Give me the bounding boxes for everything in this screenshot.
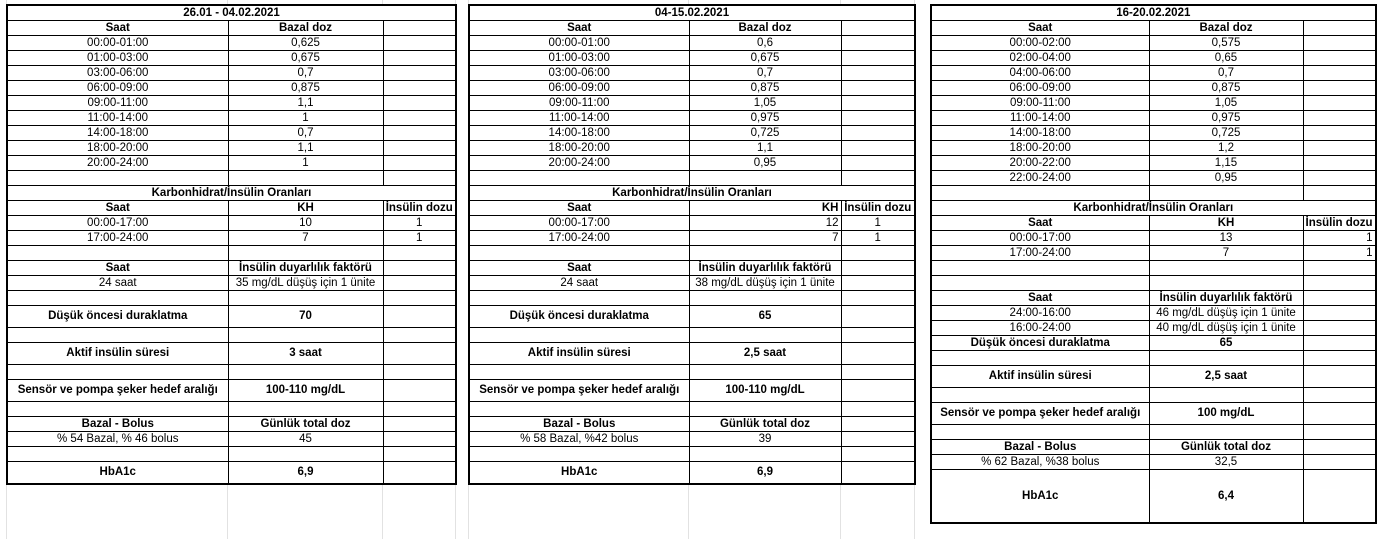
isf-row: 24 saat 35 mg/dL düşüş için 1 ünite (7, 276, 456, 291)
dose-panel-1 (6, 4, 457, 485)
col-header-bazal-doz: Bazal doz (1149, 21, 1303, 36)
col-header-saat: Saat (7, 261, 228, 276)
basal-row: 06:00-09:00 0,875 (931, 81, 1376, 96)
col-header-insulin-dozu: İnsülin dozu (383, 201, 456, 216)
gunluk-total-value: 39 (689, 432, 841, 447)
gunluk-total-label: Günlük total doz (228, 417, 383, 432)
carb-ratio-title: Karbonhidrat/İnsülin Oranları (931, 201, 1376, 216)
carb-row: 00:00-17:00 10 1 (7, 216, 456, 231)
col-header-kh: KH (228, 201, 383, 216)
col-header-saat: Saat (931, 291, 1149, 306)
hedef-label: Sensör ve pompa şeker hedef aralığı (931, 403, 1149, 425)
dose-table-2 (468, 4, 916, 485)
carb-ratio-title: Karbonhidrat/İnsülin Oranları (7, 186, 456, 201)
hba1c-value: 6,9 (689, 462, 841, 485)
hedef-value: 100-110 mg/dL (689, 380, 841, 402)
carb-row: 17:00-24:00 7 1 (7, 231, 456, 246)
basal-row: 14:00-18:00 0,7 (7, 126, 456, 141)
gunluk-total-label: Günlük total doz (1149, 440, 1303, 455)
basal-row: 02:00-04:00 0,65 (931, 51, 1376, 66)
aktif-insulin-value: 2,5 saat (689, 343, 841, 365)
isf-row: 16:00-24:00 40 mg/dL düşüş için 1 ünite (931, 321, 1376, 336)
basal-row: 03:00-06:00 0,7 (7, 66, 456, 81)
basal-row: 14:00-18:00 0,725 (469, 126, 915, 141)
col-header-bazal-doz: Bazal doz (689, 21, 841, 36)
col-header-isf: İnsülin duyarlılık faktörü (1149, 291, 1303, 306)
basal-row: 18:00-20:00 1,1 (469, 141, 915, 156)
basal-row: 20:00-22:00 1,15 (931, 156, 1376, 171)
basal-row: 01:00-03:00 0,675 (469, 51, 915, 66)
carb-row: 17:00-24:00 7 1 (469, 231, 915, 246)
basal-row: 22:00-24:00 0,95 (931, 171, 1376, 186)
gunluk-total-value: 32,5 (1149, 455, 1303, 470)
col-header-isf: İnsülin duyarlılık faktörü (689, 261, 841, 276)
basal-row: 14:00-18:00 0,725 (931, 126, 1376, 141)
col-header-saat: Saat (469, 21, 689, 36)
basal-row: 09:00-11:00 1,05 (469, 96, 915, 111)
dusuk-oncesi-label: Düşük öncesi duraklatma (931, 336, 1149, 351)
dose-table-3 (930, 4, 1377, 524)
hba1c-label: HbA1c (931, 470, 1149, 524)
basal-row: 01:00-03:00 0,675 (7, 51, 456, 66)
basal-row: 06:00-09:00 0,875 (469, 81, 915, 96)
col-header-saat: Saat (7, 201, 228, 216)
dose-panel-2 (468, 4, 916, 485)
basal-row: 03:00-06:00 0,7 (469, 66, 915, 81)
gunluk-total-value: 45 (228, 432, 383, 447)
bazal-bolus-value: % 62 Bazal, %38 bolus (931, 455, 1149, 470)
bazal-bolus-value: % 58 Bazal, %42 bolus (469, 432, 689, 447)
col-header-saat: Saat (469, 201, 689, 216)
col-header-isf: İnsülin duyarlılık faktörü (228, 261, 383, 276)
aktif-insulin-label: Aktif insülin süresi (469, 343, 689, 365)
hedef-value: 100 mg/dL (1149, 403, 1303, 425)
period-title: 04-15.02.2021 (469, 5, 915, 21)
basal-row: 11:00-14:00 0,975 (469, 111, 915, 126)
col-header-saat: Saat (7, 21, 228, 36)
dusuk-oncesi-value: 70 (228, 306, 383, 328)
isf-row: 24 saat 38 mg/dL düşüş için 1 ünite (469, 276, 915, 291)
hba1c-value: 6,4 (1149, 470, 1303, 524)
col-header-saat: Saat (469, 261, 689, 276)
aktif-insulin-value: 2,5 saat (1149, 366, 1303, 388)
bazal-bolus-label: Bazal - Bolus (7, 417, 228, 432)
aktif-insulin-label: Aktif insülin süresi (931, 366, 1149, 388)
carb-ratio-title: Karbonhidrat/İnsülin Oranları (469, 186, 915, 201)
hba1c-label: HbA1c (7, 462, 228, 485)
carb-row: 00:00-17:00 13 1 (931, 231, 1376, 246)
col-header-kh: KH (689, 201, 841, 216)
dusuk-oncesi-label: Düşük öncesi duraklatma (7, 306, 228, 328)
dose-table-1 (6, 4, 457, 485)
col-header-bazal-doz: Bazal doz (228, 21, 383, 36)
bazal-bolus-label: Bazal - Bolus (469, 417, 689, 432)
carb-row: 00:00-17:00 12 1 (469, 216, 915, 231)
basal-row: 00:00-01:00 0,6 (469, 36, 915, 51)
basal-row: 00:00-02:00 0,575 (931, 36, 1376, 51)
isf-row: 24:00-16:00 46 mg/dL düşüş için 1 ünite (931, 306, 1376, 321)
aktif-insulin-value: 3 saat (228, 343, 383, 365)
hba1c-label: HbA1c (469, 462, 689, 485)
dusuk-oncesi-value: 65 (1149, 336, 1303, 351)
basal-row: 06:00-09:00 0,875 (7, 81, 456, 96)
basal-row: 09:00-11:00 1,1 (7, 96, 456, 111)
dusuk-oncesi-label: Düşük öncesi duraklatma (469, 306, 689, 328)
col-header-saat: Saat (931, 21, 1149, 36)
basal-row: 00:00-01:00 0,625 (7, 36, 456, 51)
dusuk-oncesi-value: 65 (689, 306, 841, 328)
col-header-saat: Saat (931, 216, 1149, 231)
hedef-value: 100-110 mg/dL (228, 380, 383, 402)
basal-row: 09:00-11:00 1,05 (931, 96, 1376, 111)
hedef-label: Sensör ve pompa şeker hedef aralığı (469, 380, 689, 402)
basal-row: 18:00-20:00 1,1 (7, 141, 456, 156)
gunluk-total-label: Günlük total doz (689, 417, 841, 432)
basal-row: 11:00-14:00 0,975 (931, 111, 1376, 126)
hedef-label: Sensör ve pompa şeker hedef aralığı (7, 380, 228, 402)
basal-row: 20:00-24:00 1 (7, 156, 456, 171)
col-header-insulin-dozu: İnsülin dozu (1303, 216, 1376, 231)
col-header-insulin-dozu: İnsülin dozu (841, 201, 915, 216)
basal-row: 20:00-24:00 0,95 (469, 156, 915, 171)
period-title: 26.01 - 04.02.2021 (7, 5, 456, 21)
period-title: 16-20.02.2021 (931, 5, 1376, 21)
bazal-bolus-label: Bazal - Bolus (931, 440, 1149, 455)
aktif-insulin-label: Aktif insülin süresi (7, 343, 228, 365)
basal-row: 04:00-06:00 0,7 (931, 66, 1376, 81)
col-header-kh: KH (1149, 216, 1303, 231)
dose-panel-3 (930, 4, 1377, 524)
bazal-bolus-value: % 54 Bazal, % 46 bolus (7, 432, 228, 447)
basal-row: 11:00-14:00 1 (7, 111, 456, 126)
carb-row: 17:00-24:00 7 1 (931, 246, 1376, 261)
basal-row: 18:00-20:00 1,2 (931, 141, 1376, 156)
hba1c-value: 6,9 (228, 462, 383, 485)
